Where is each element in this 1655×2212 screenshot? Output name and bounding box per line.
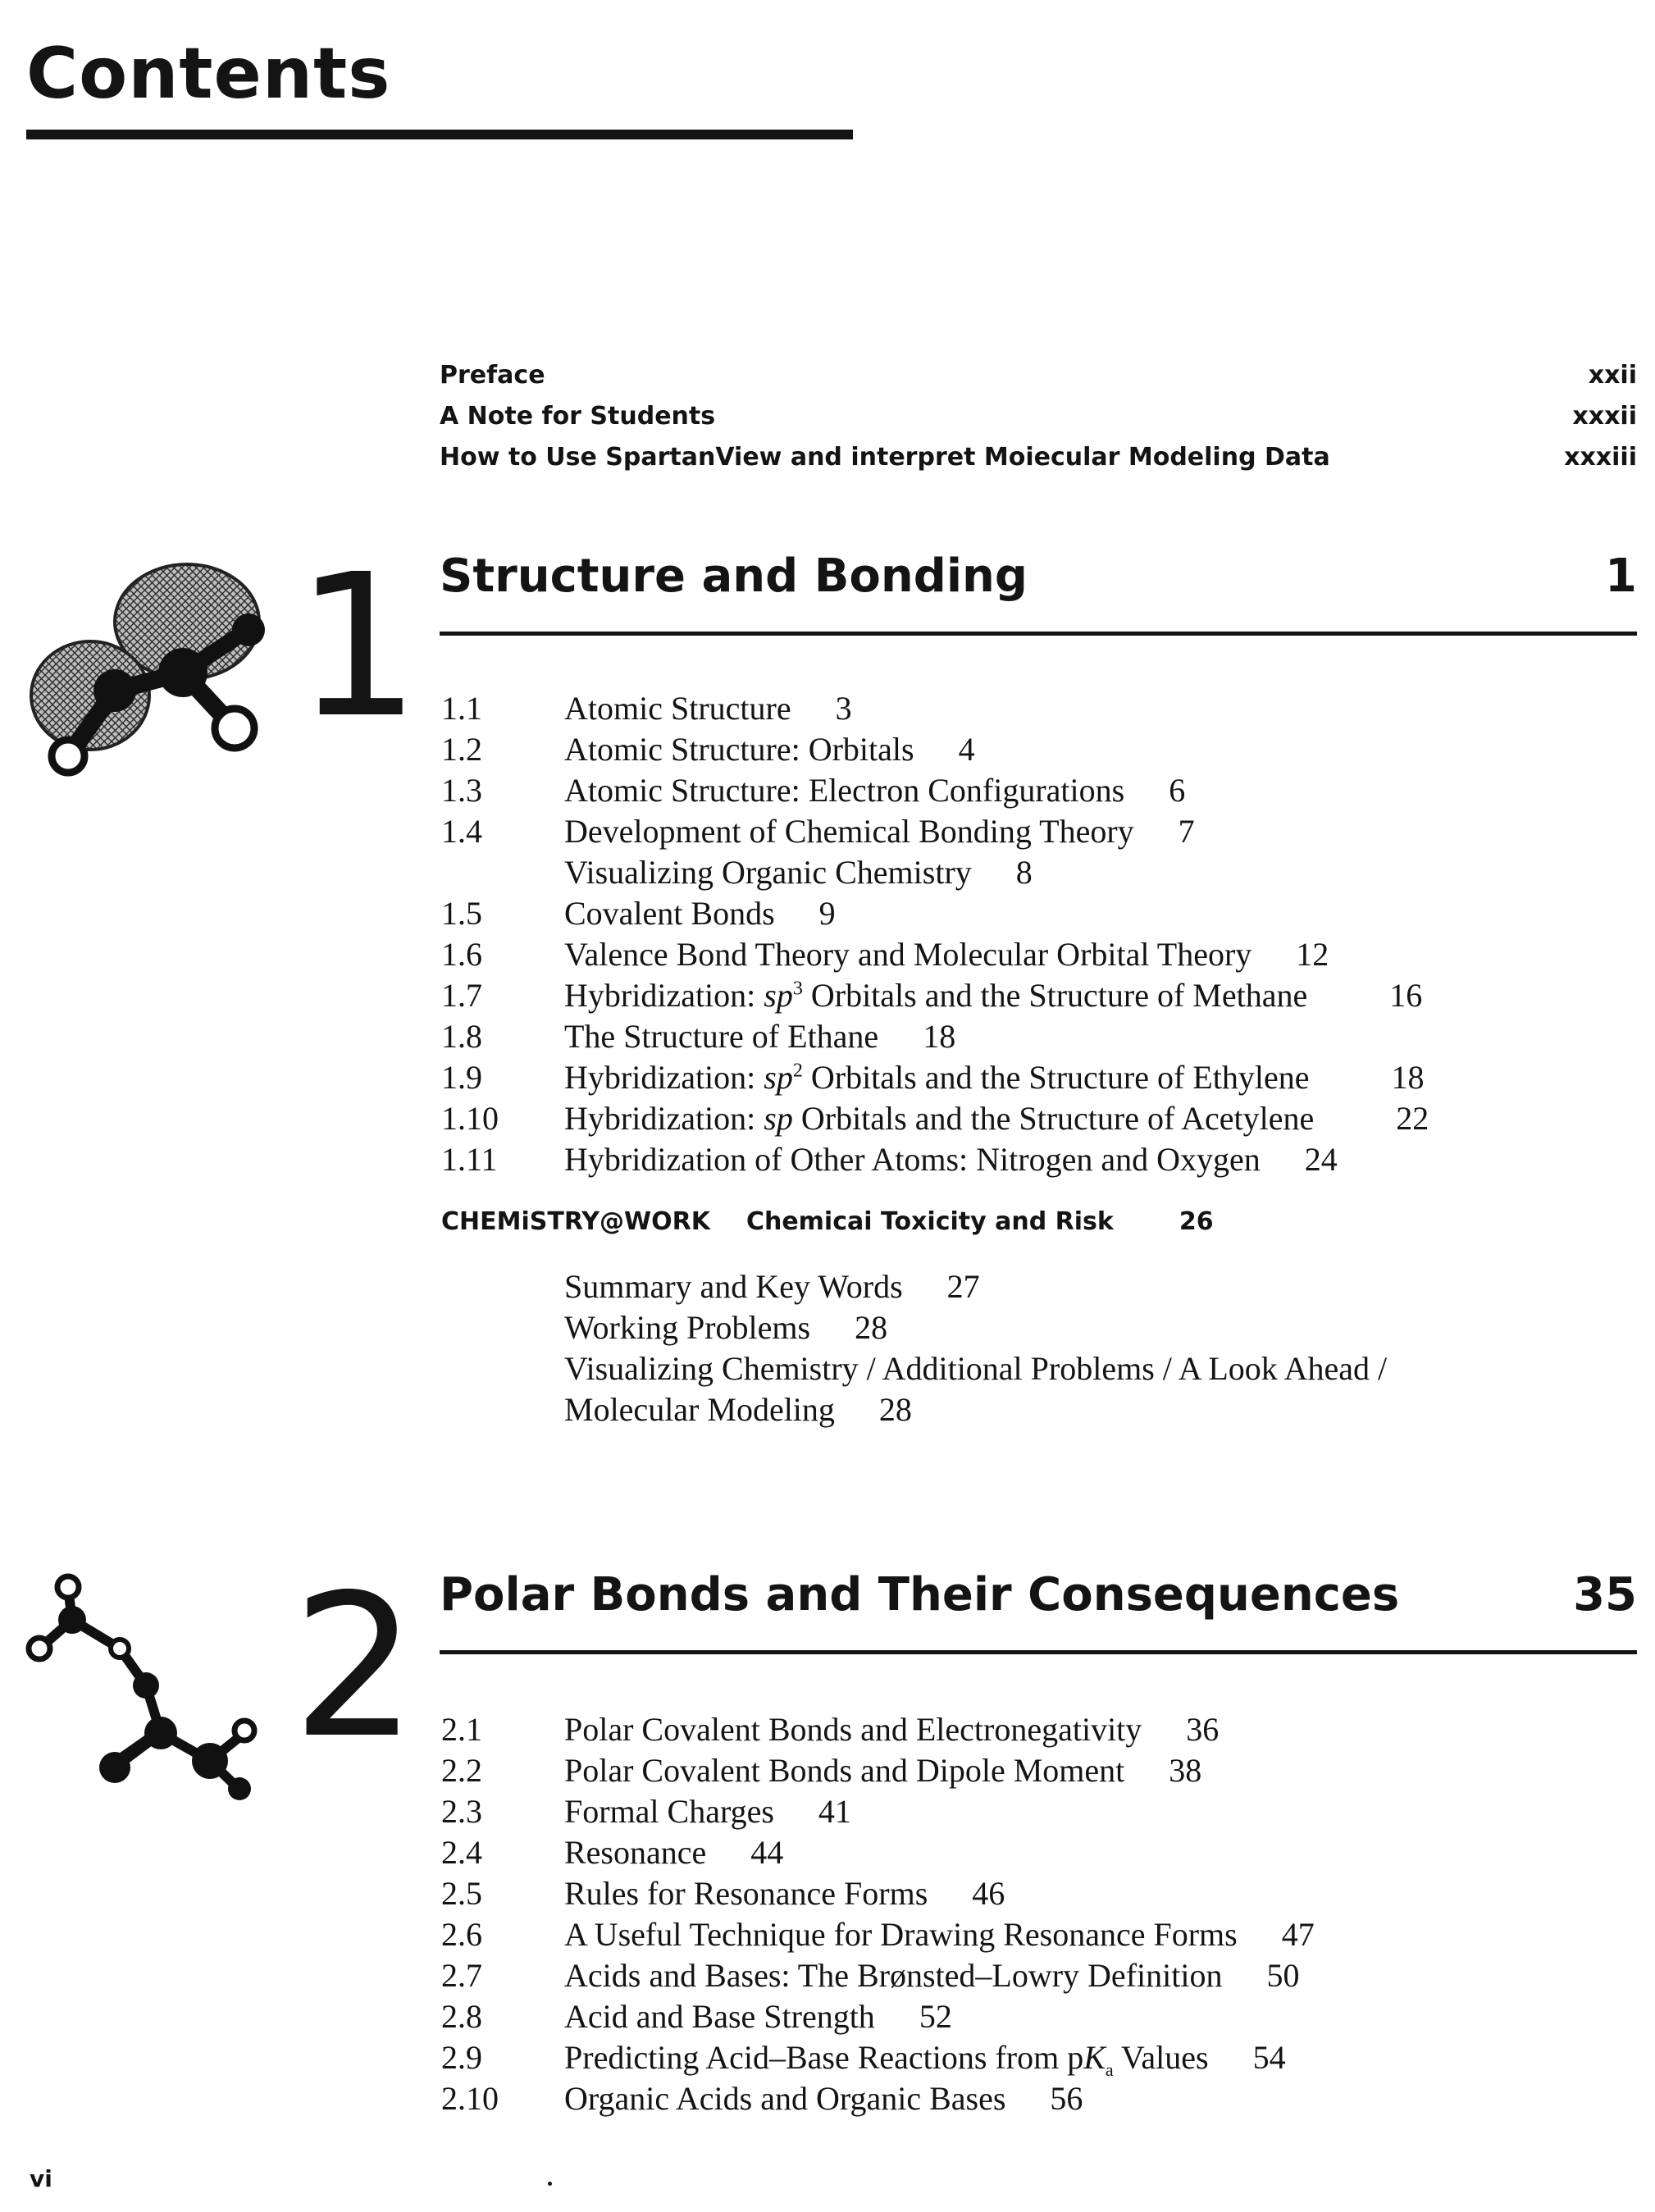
section-title: Atomic Structure (564, 690, 791, 727)
section-number: 1.9 (441, 1059, 482, 1096)
end-matter-page: 28 (878, 1391, 912, 1428)
section-title-part: Values (1113, 2039, 1209, 2076)
section-title-part: K (1083, 2039, 1106, 2076)
section-number: 2.5 (441, 1875, 482, 1912)
section-number: 2.6 (441, 1916, 482, 1953)
chapter-rule (440, 1650, 1637, 1654)
chemistry-at-work-label: CHEMiSTRY@WORK (441, 1207, 710, 1236)
section-title: Polar Covalent Bonds and Electronegativity (564, 1711, 1142, 1748)
end-matter-title: Visualizing Chemistry / Additional Problems / A Look Ahead / (564, 1350, 1388, 1387)
section-number: 2.9 (441, 2039, 482, 2076)
section-title: Acids and Bases: The Brønsted–Lowry Definition (564, 1957, 1223, 1994)
section-page: 12 (1296, 936, 1329, 973)
section-page: 4 (958, 731, 975, 768)
section-page: 6 (1169, 772, 1186, 809)
section-title: Covalent Bonds (564, 895, 775, 932)
section-title: Visualizing Organic Chemistry (564, 854, 972, 891)
section-title: Formal Charges (564, 1793, 774, 1830)
section-title: Atomic Structure: Electron Configurations (564, 772, 1125, 809)
section-page: 54 (1252, 2039, 1286, 2076)
section-title-part: Hybridization: (564, 1100, 764, 1137)
section-number: 1.6 (441, 936, 482, 973)
chapter-page: 35 (1573, 1568, 1637, 1621)
section-title-part: a (1105, 2059, 1114, 2080)
section-title-part: Hybridization: (564, 977, 764, 1014)
print-speck (548, 2182, 552, 2186)
section-page: 36 (1186, 1711, 1220, 1748)
section-title-part: Orbitals and the Structure of Ethylene (802, 1059, 1310, 1096)
chapter-rule (440, 632, 1637, 636)
section-number: 1.2 (441, 731, 482, 768)
front-matter-title: Preface (440, 361, 545, 390)
section-number: 2.7 (441, 1957, 482, 1994)
section-number: 2.1 (441, 1711, 482, 1748)
section-page: 18 (923, 1018, 956, 1055)
chapter-title: Structure and Bonding (440, 550, 1028, 603)
section-page: 41 (818, 1793, 851, 1830)
section-number: 1.10 (441, 1100, 499, 1137)
section-page: 24 (1304, 1141, 1338, 1178)
section-page: 50 (1266, 1957, 1300, 1994)
section-number: 1.5 (441, 895, 482, 932)
page-title: Contents (26, 33, 391, 115)
section-page: 44 (750, 1834, 784, 1871)
section-title: Hybridization of Other Atoms: Nitrogen and Oxygen (564, 1141, 1261, 1178)
section-title-part: 2 (792, 1060, 803, 1082)
section-number: 2.10 (441, 2080, 499, 2117)
chemistry-at-work-page: 26 (1179, 1207, 1214, 1236)
section-title: Rules for Resonance Forms (564, 1875, 928, 1912)
section-page: 8 (1015, 854, 1033, 891)
section-title: Valence Bond Theory and Molecular Orbital Theory (564, 936, 1252, 973)
chemistry-at-work-title: Chemicai Toxicity and Risk (745, 1207, 1114, 1236)
section-page: 47 (1281, 1916, 1315, 1953)
front-matter-note-for-students[interactable] (440, 402, 1637, 440)
section-title-part: Orbitals and the Structure of Methane (802, 977, 1308, 1014)
section-page: 56 (1050, 2080, 1083, 2117)
section-number: 2.4 (441, 1834, 482, 1871)
section-number: 1.3 (441, 772, 482, 809)
end-matter-title: Summary and Key Words (564, 1268, 903, 1305)
front-matter-page: xxxiii (1564, 443, 1637, 472)
section-number: 2.2 (441, 1752, 482, 1789)
section-title: Organic Acids and Organic Bases (564, 2080, 1006, 2117)
section-title: Resonance (564, 1834, 707, 1871)
section-page: 52 (919, 1998, 952, 2035)
title-rule (26, 130, 853, 139)
section-number: 1.1 (441, 690, 482, 727)
page-folio: vi (30, 2165, 52, 2192)
chapter-number: 1 (295, 531, 421, 761)
section-title-part: Predicting Acid–Base Reactions from p (564, 2039, 1084, 2076)
section-title-part: sp (764, 977, 793, 1014)
section-number: 1.7 (441, 977, 482, 1014)
section-page: 38 (1169, 1752, 1202, 1789)
end-matter-page: 28 (855, 1309, 888, 1346)
section-title: Polar Covalent Bonds and Dipole Moment (564, 1752, 1125, 1789)
section-page: 22 (1396, 1100, 1429, 1137)
end-matter-page: 27 (946, 1268, 980, 1305)
section-number: 2.3 (441, 1793, 482, 1830)
front-matter-page: xxii (1588, 361, 1637, 390)
front-matter-spartanview[interactable] (440, 443, 1637, 481)
section-number: 1.8 (441, 1018, 482, 1055)
chapter-page: 1 (1605, 550, 1637, 603)
section-page: 7 (1178, 813, 1195, 850)
section-number: 1.4 (441, 813, 482, 850)
chapter-heading[interactable] (440, 1568, 1637, 1634)
section-number: 2.8 (441, 1998, 482, 2035)
section-page: 3 (835, 690, 852, 727)
end-matter-title: Molecular Modeling (564, 1391, 835, 1428)
chapter-heading[interactable] (440, 550, 1637, 615)
section-title: A Useful Technique for Drawing Resonance Forms (564, 1916, 1238, 1953)
section-title-part: Hybridization: (564, 1059, 764, 1096)
section-number: 1.11 (441, 1141, 498, 1178)
chapter-title: Polar Bonds and Their Consequences (440, 1568, 1400, 1621)
section-title: The Structure of Ethane (564, 1018, 879, 1055)
section-page: 46 (972, 1875, 1005, 1912)
orbital-molecule-icon (23, 550, 277, 787)
chemistry-at-work[interactable] (441, 1207, 1214, 1236)
section-page: 9 (818, 895, 836, 932)
section-title: Atomic Structure: Orbitals (564, 731, 914, 768)
section-title-part: Orbitals and the Structure of Acetylene (792, 1100, 1315, 1137)
section-page: 18 (1391, 1059, 1425, 1096)
front-matter-title: A Note for Students (440, 402, 716, 431)
section-title-part: 3 (792, 978, 803, 1000)
section-title: Acid and Base Strength (564, 1998, 875, 2035)
chapter-number: 2 (292, 1552, 417, 1781)
end-matter-title: Working Problems (564, 1309, 811, 1346)
ball-and-stick-molecule-icon (23, 1571, 269, 1808)
section-title-part: sp (764, 1059, 793, 1096)
section-title-part: sp (764, 1100, 793, 1137)
front-matter-preface[interactable] (440, 361, 1637, 399)
section-page: 16 (1389, 977, 1423, 1014)
section-title: Development of Chemical Bonding Theory (564, 813, 1134, 850)
front-matter-title: How to Use SpartanView and interpret Moiecular Modeling Data (440, 443, 1330, 472)
front-matter-page: xxxii (1572, 402, 1637, 431)
